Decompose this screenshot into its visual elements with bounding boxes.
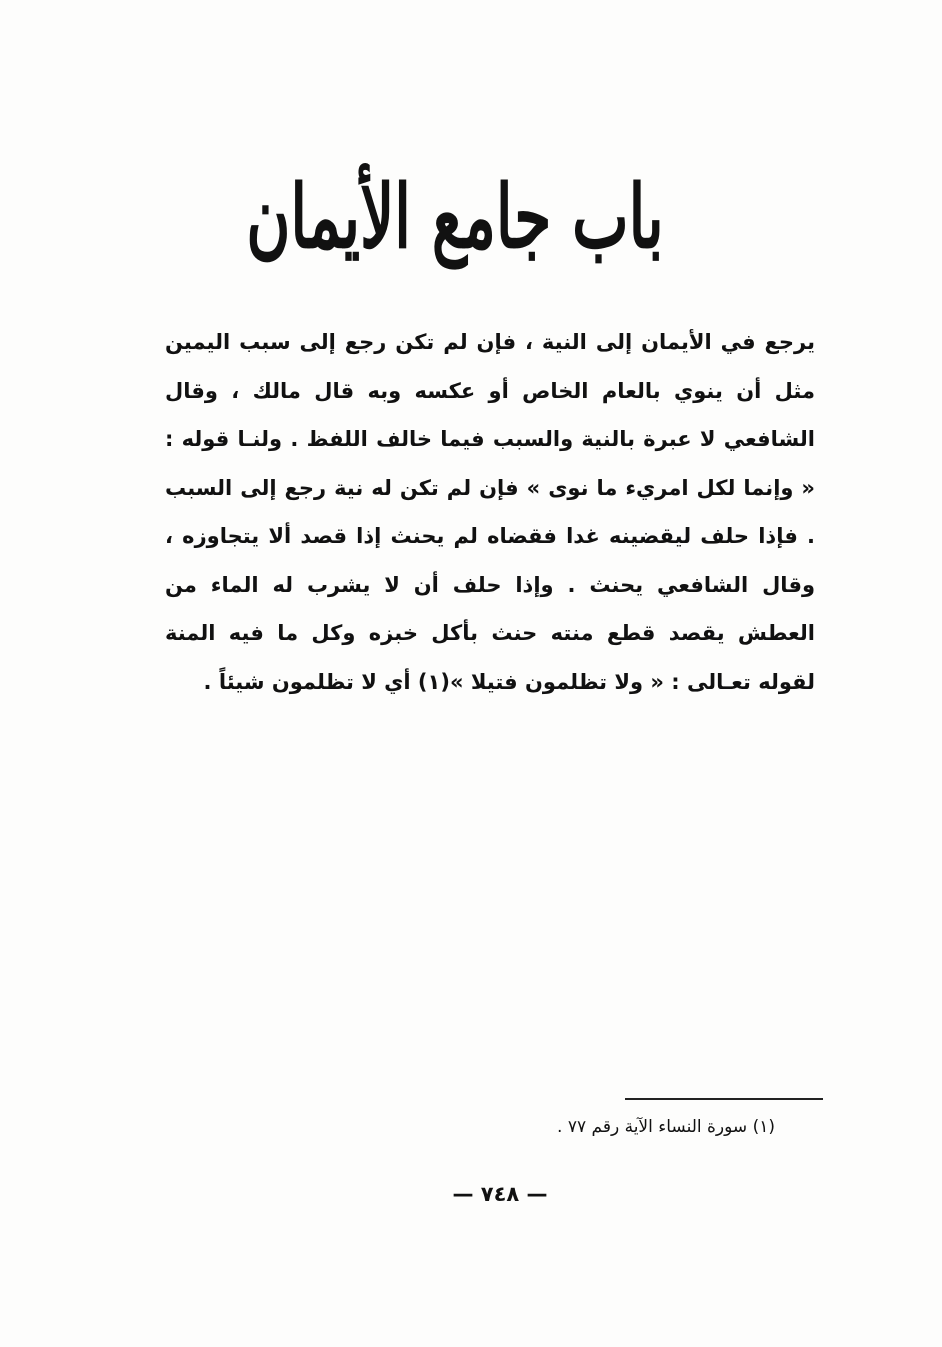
page-number: — ٧٤٨ — [452, 1182, 548, 1206]
footnote-divider [625, 1098, 823, 1100]
footnote: (١) سورة النساء الآية رقم ٧٧ . [557, 1117, 775, 1137]
body-paragraph: يرجع في الأيمان إلى النية ، فإن لم تكن رجع إلى سبب اليمين مثل أن ينوي بالعام الخاص أو عكسه وبه قال مالك ، وقال الشافعي لا عبرة بالنية والسبب فيما خالف اللفظ . ولنـا قوله : « وإنما لكل امريء ما نوى » فإن لم تكن له نية رجع إلى السبب . فإذا حلف ليقضينه غدا فقضاه لم يحنث إذا قصد ألا يتجاوزه ، وقال الشافعي يحنث . وإذا حلف أن لا يشرب له الماء من العطش يقصد قطع منته حنث بأكل خبزه وكل ما فيه المنة لقوله تعـالى : « ولا تظلمون فتيلا »(١) أي لا تظلمون شيئاً . [165, 330, 815, 694]
chapter-title: باب جامع الأيمان [246, 166, 664, 269]
